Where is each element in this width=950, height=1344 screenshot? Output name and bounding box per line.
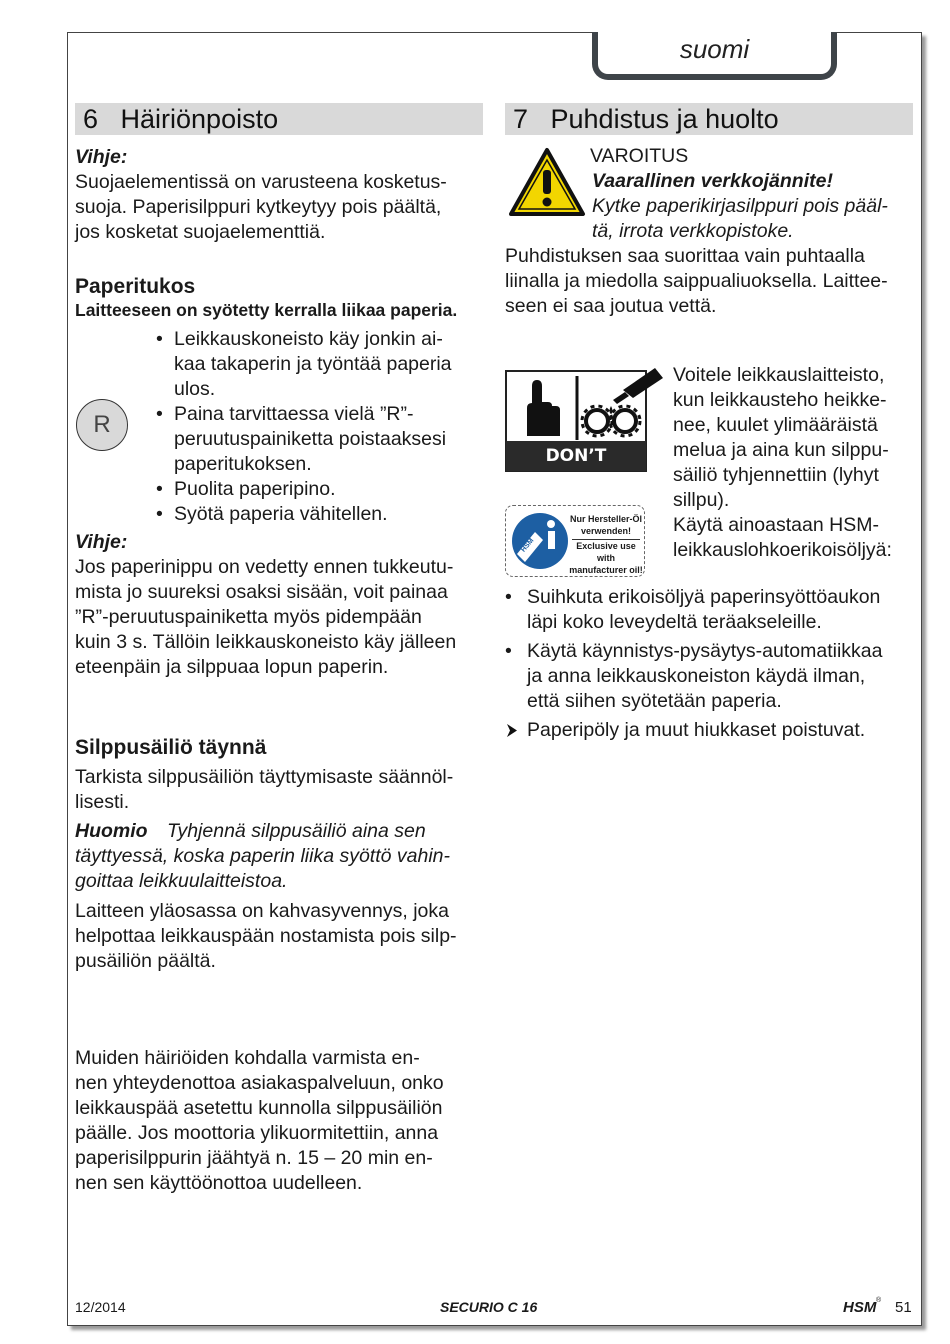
- text-line: paperitukoksen.: [174, 453, 312, 475]
- hsm-logo: HSM: [843, 1299, 877, 1316]
- text-line: • Puolita paperipino.: [174, 478, 336, 500]
- text-line: nen yhteydenottoa asiakaspalveluun, onko: [75, 1072, 444, 1094]
- language-label: suomi: [679, 34, 750, 64]
- text-line: jos kosketat suojaelementtiä.: [75, 221, 326, 243]
- footer-model: SECURIO C 16: [440, 1299, 538, 1315]
- text-line: • Syötä paperia vähitellen.: [174, 503, 388, 525]
- long-press-note: [75, 555, 456, 680]
- result-item: [505, 718, 937, 743]
- text-line: Voitele leikkauslaitteisto,: [673, 364, 885, 386]
- text-line: Käytä ainoastaan HSM-: [673, 514, 879, 536]
- warning-subtitle: Vaarallinen verkkojännite!: [592, 170, 833, 192]
- section-7-number: 7: [513, 104, 529, 134]
- note-label: Vihje:: [75, 146, 128, 168]
- text-line: goittaa leikkuulaitteistoa.: [75, 870, 288, 892]
- text-line: Muiden häiriöiden kohdalla varmista en-: [75, 1047, 420, 1069]
- text-line: • Paina tarvittaessa vielä ”R”-: [174, 403, 414, 425]
- text-line: Suojaelementissä on varusteena kosketus-: [75, 171, 447, 193]
- section-6-title: Häiriönpoisto: [120, 104, 279, 134]
- section-6-number: 6: [83, 104, 99, 134]
- text-line: manufacturer oil!: [569, 565, 643, 575]
- text-line: eteenpäin ja silppuaa lopun paperin.: [75, 656, 389, 678]
- manufacturer-oil-badge: [505, 505, 645, 577]
- text-line: kaa takaperin ja työntää paperia: [174, 353, 452, 375]
- text-line: nen sen käyttöönottoa uudelleen.: [75, 1172, 363, 1194]
- registered-mark: ®: [876, 1297, 882, 1304]
- dont-forget-oil-pictogram: [505, 366, 665, 492]
- info-oil-icon: [509, 510, 571, 572]
- text-line: Laitteen yläosassa on kahvasyvennys, joka: [75, 900, 449, 922]
- cleaning-text: [505, 244, 888, 319]
- text-line: Tyhjennä silppusäiliö aina sen: [167, 820, 426, 842]
- warning-title: VAROITUS: [590, 145, 689, 167]
- text-line: säiliö tyhjennettiin (lyhyt: [673, 464, 879, 486]
- text-line: Exclusive use with: [576, 541, 636, 563]
- text-line: Puhdistuksen saa suorittaa vain puhtaalla: [505, 245, 865, 267]
- badge-icon-text: HSM: [520, 537, 536, 554]
- page-number: 51: [895, 1299, 912, 1316]
- text-line: ”R”-peruutuspainiketta myös pidempään: [75, 606, 422, 628]
- bin-check-text: [75, 765, 453, 815]
- text-line: kuin 3 s. Tällöin leikkauskoneisto käy jälleen: [75, 631, 457, 653]
- arrow-right-icon: [505, 718, 519, 743]
- text-line: Nur Hersteller-Öl: [569, 514, 643, 524]
- text-line: paperisilppurin jäähtyä n. 15 – 20 min en-: [75, 1147, 433, 1169]
- text-line: Tarkista silppusäiliön täyttymisaste säännöl-: [75, 766, 454, 788]
- text-line: • Suihkuta erikoisöljyä paperinsyöttöaukon: [527, 586, 881, 608]
- paper-jam-list: [156, 327, 481, 527]
- text-line: lisesti.: [75, 791, 130, 813]
- text-line: leikkauslohkoerikoisöljyä:: [673, 539, 892, 561]
- list-item: [156, 477, 481, 502]
- text-line: nee, kuulet ylimääräistä: [673, 414, 878, 436]
- bin-full-heading: Silppusäiliö täynnä: [75, 736, 267, 759]
- text-line: sillpu).: [673, 489, 730, 511]
- text-line: kun leikkausteho heikke-: [673, 389, 887, 411]
- text-line: melua ja aina kun silppu-: [673, 439, 889, 461]
- result-text: Paperipöly ja muut hiukkaset poistuvat.: [527, 719, 866, 741]
- text-line: verwenden!: [580, 526, 631, 536]
- list-item: [156, 402, 481, 477]
- text-line: ja anna leikkauskoneiston käydä ilman,: [527, 665, 866, 687]
- text-line: ulos.: [174, 378, 216, 400]
- section-7-title: Puhdistus ja huolto: [550, 104, 779, 134]
- list-item: [505, 585, 915, 635]
- touch-protection-note: [75, 170, 447, 245]
- footer-date: 12/2014: [75, 1299, 126, 1315]
- language-tab: [592, 32, 837, 80]
- list-item: [156, 327, 481, 402]
- paper-jam-heading: Paperitukos: [75, 275, 196, 298]
- section-6-header: [75, 103, 483, 135]
- text-line: Kytke paperikirjasilppuri pois pääl-: [592, 195, 888, 217]
- oiling-instructions: [673, 363, 892, 563]
- text-line: suoja. Paperisilppuri kytkeytyy pois päältä,: [75, 196, 442, 218]
- text-line: päälle. Jos moottoria ylikuormitettiin, anna: [75, 1122, 439, 1144]
- text-line: mista jo suureksi osaksi sisään, voit painaa: [75, 581, 448, 603]
- text-line: • Leikkauskoneisto käy jonkin ai-: [174, 328, 443, 350]
- note-label: Vihje:: [75, 531, 128, 553]
- dont-forget-label: DON’T FORGET: [537, 446, 615, 492]
- caution-label: Huomio: [75, 820, 148, 842]
- text-line: leikkauspää asetettu kunnolla silppusäiliön: [75, 1097, 443, 1119]
- paper-jam-subheading: Laitteeseen on syötetty kerralla liikaa paperia.: [75, 300, 458, 320]
- caution-note: [75, 819, 485, 894]
- text-line: pusäiliön päältä.: [75, 950, 216, 972]
- text-line: seen ei saa joutua vettä.: [505, 295, 717, 317]
- text-line: • Käytä käynnistys-pysäytys-automatiikkaa: [527, 640, 883, 662]
- text-line: liinalla ja miedolla saippualiuoksella. Laittee-: [505, 270, 888, 292]
- text-line: läpi koko leveydeltä teräakseleille.: [527, 611, 822, 633]
- warning-text: [592, 194, 888, 244]
- text-line: helpottaa leikkauspään nostamista pois silp-: [75, 925, 457, 947]
- text-line: Jos paperinippu on vedetty ennen tukkeutu-: [75, 556, 454, 578]
- text-line: peruutuspainiketta poistaaksesi: [174, 428, 447, 450]
- section-7-header: [505, 103, 913, 135]
- oiling-steps-list: [505, 585, 915, 718]
- reverse-button-symbol: R: [76, 399, 128, 451]
- text-line: että siihen syötetään paperia.: [527, 690, 782, 712]
- warning-triangle-icon: [507, 146, 587, 218]
- text-line: täyttyessä, koska paperin liika syöttö vahin-: [75, 845, 451, 867]
- handle-recess-text: [75, 899, 457, 974]
- text-line: tä, irrota verkkopistoke.: [592, 220, 794, 242]
- list-item: [156, 502, 481, 527]
- list-item: [505, 639, 915, 714]
- other-faults-text: [75, 1046, 444, 1196]
- badge-text: [568, 513, 644, 576]
